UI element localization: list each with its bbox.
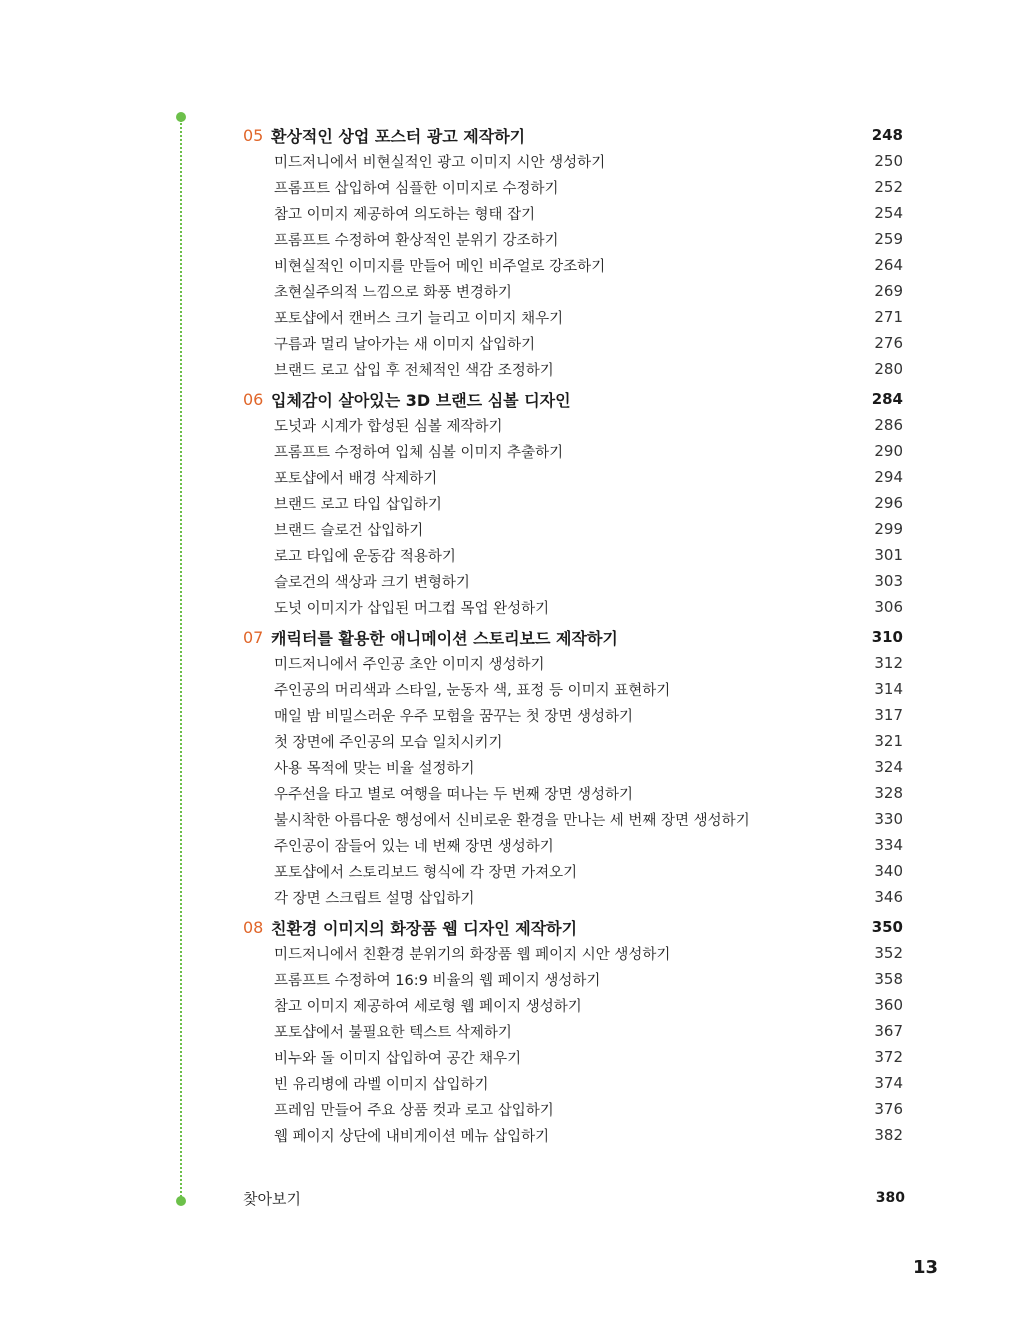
- toc-entry-title: 브랜드 로고 타입 삽입하기: [274, 496, 442, 513]
- toc-entry[interactable]: [243, 330, 903, 356]
- toc-entry[interactable]: [243, 490, 903, 516]
- toc-entry-title: 프롬프트 수정하여 16:9 비율의 웹 페이지 생성하기: [274, 972, 601, 989]
- toc-entry-page: 259: [874, 230, 903, 248]
- toc-entry-title: 포토샵에서 스토리보드 형식에 각 장면 가져오기: [274, 864, 578, 881]
- toc-entry-title: 초현실주의적 느낌으로 화풍 변경하기: [274, 284, 512, 301]
- toc-entry-title: 프롬프트 삽입하여 심플한 이미지로 수정하기: [274, 180, 559, 197]
- chapter-number: 08: [243, 917, 264, 937]
- toc-entry-title: 불시착한 아름다운 행성에서 신비로운 환경을 만나는 세 번째 장면 생성하기: [274, 812, 750, 829]
- toc-entry-title: 도넛 이미지가 삽입된 머그컵 목업 완성하기: [274, 600, 550, 617]
- toc-entry[interactable]: [243, 438, 903, 464]
- toc-entry-page: 299: [874, 520, 903, 538]
- toc-entry-page: 360: [874, 996, 903, 1014]
- toc-entry-title: 매일 밤 비밀스러운 우주 모험을 꿈꾸는 첫 장면 생성하기: [274, 708, 634, 725]
- toc-entry-title: 빈 유리병에 라벨 이미지 삽입하기: [274, 1076, 489, 1093]
- toc-entry-title: 주인공이 잠들어 있는 네 번째 장면 생성하기: [274, 838, 554, 855]
- toc-entry-title: 슬로건의 색상과 크기 변형하기: [274, 574, 470, 591]
- index-page: 380: [875, 1190, 905, 1206]
- toc-entry[interactable]: [243, 412, 903, 438]
- toc-entry-title: 각 장면 스크립트 설명 삽입하기: [274, 890, 475, 907]
- chapter-number: 06: [243, 389, 264, 409]
- toc-entry-page: 321: [874, 732, 903, 750]
- toc-entry-title: 브랜드 슬로건 삽입하기: [274, 522, 424, 539]
- toc-entry-title: 사용 목적에 맞는 비율 설정하기: [274, 760, 475, 777]
- toc-entry-title: 브랜드 로고 삽입 후 전체적인 색감 조정하기: [274, 362, 554, 379]
- chapter-heading[interactable]: [243, 122, 903, 148]
- toc-entry-page: 271: [874, 308, 903, 326]
- toc-entry[interactable]: [243, 728, 903, 754]
- toc-entry-title: 비현실적인 이미지를 만들어 메인 비주얼로 강조하기: [274, 258, 606, 275]
- toc-entry[interactable]: [243, 278, 903, 304]
- toc-entry-title: 웹 페이지 상단에 내비게이션 메뉴 삽입하기: [274, 1128, 550, 1145]
- toc-entry-page: 372: [874, 1048, 903, 1066]
- toc-entry-page: 324: [874, 758, 903, 776]
- toc-entry-page: 294: [874, 468, 903, 486]
- toc-entry-title: 프롬프트 수정하여 입체 심볼 이미지 추출하기: [274, 444, 564, 461]
- toc-entry-page: 286: [874, 416, 903, 434]
- toc-entry[interactable]: [243, 174, 903, 200]
- toc-entry-title: 미드저니에서 비현실적인 광고 이미지 시안 생성하기: [274, 154, 606, 171]
- toc-entry[interactable]: [243, 594, 903, 620]
- toc-entry-title: 포토샵에서 캔버스 크기 늘리고 이미지 채우기: [274, 310, 564, 327]
- toc-entry[interactable]: [243, 356, 903, 382]
- toc-entry[interactable]: [243, 464, 903, 490]
- toc-entry-title: 프레임 만들어 주요 상품 컷과 로고 삽입하기: [274, 1102, 554, 1119]
- chapter-number: 07: [243, 627, 264, 647]
- toc-entry-page: 346: [874, 888, 903, 906]
- toc-entry-page: 314: [874, 680, 903, 698]
- toc-entry-title: 로고 타입에 운동감 적용하기: [274, 548, 456, 565]
- toc-entry-page: 358: [874, 970, 903, 988]
- toc-entry-page: 312: [874, 654, 903, 672]
- toc-entry-page: 330: [874, 810, 903, 828]
- toc-entry-title: 주인공의 머리색과 스타일, 눈동자 색, 표정 등 이미지 표현하기: [274, 682, 671, 699]
- toc-entry-page: 280: [874, 360, 903, 378]
- toc-entry[interactable]: [243, 832, 903, 858]
- toc-entry[interactable]: [243, 226, 903, 252]
- toc-entry-page: 264: [874, 256, 903, 274]
- toc-entry-page: 296: [874, 494, 903, 512]
- chapter-title: 입체감이 살아있는 3D 브랜드 심볼 디자인: [271, 390, 571, 410]
- toc-entry[interactable]: [243, 252, 903, 278]
- toc-entry[interactable]: [243, 200, 903, 226]
- toc-entry[interactable]: [243, 304, 903, 330]
- chapter-heading[interactable]: [243, 914, 903, 940]
- toc-entry-page: 374: [874, 1074, 903, 1092]
- chapter-number: 05: [243, 125, 264, 145]
- chapter-title: 캐릭터를 활용한 애니메이션 스토리보드 제작하기: [271, 628, 618, 648]
- toc-entry[interactable]: [243, 542, 903, 568]
- chapter-page: 248: [871, 126, 903, 144]
- toc-entry[interactable]: [243, 676, 903, 702]
- toc-entry[interactable]: [243, 516, 903, 542]
- chapter-heading[interactable]: [243, 386, 903, 412]
- toc-entry[interactable]: [243, 1122, 903, 1148]
- chapter-title: 친환경 이미지의 화장품 웹 디자인 제작하기: [271, 918, 578, 938]
- chapter-page: 310: [871, 628, 903, 646]
- toc-entry-title: 미드저니에서 주인공 초안 이미지 생성하기: [274, 656, 545, 673]
- toc-entry[interactable]: [243, 858, 903, 884]
- toc-entry[interactable]: [243, 754, 903, 780]
- toc-entry-title: 구름과 멀리 날아가는 새 이미지 삽입하기: [274, 336, 536, 353]
- toc-entry-title: 프롬프트 수정하여 환상적인 분위기 강조하기: [274, 232, 559, 249]
- toc-entry-page: 306: [874, 598, 903, 616]
- toc-entry[interactable]: [243, 568, 903, 594]
- toc-entry-page: 269: [874, 282, 903, 300]
- chapter-heading[interactable]: [243, 624, 903, 650]
- toc-entry-page: 301: [874, 546, 903, 564]
- toc-entry-page: 252: [874, 178, 903, 196]
- toc-entry[interactable]: [243, 780, 903, 806]
- toc-entry-page: 276: [874, 334, 903, 352]
- toc-entry[interactable]: [243, 702, 903, 728]
- rail-bottom-dot: [176, 1196, 186, 1206]
- toc-entry[interactable]: [243, 992, 903, 1018]
- toc-entry-title: 비누와 돌 이미지 삽입하여 공간 채우기: [274, 1050, 522, 1067]
- toc-entry-page: 328: [874, 784, 903, 802]
- toc-entry[interactable]: [243, 1096, 903, 1122]
- toc-entry-title: 포토샵에서 배경 삭제하기: [274, 470, 438, 487]
- toc-entry[interactable]: [243, 148, 903, 174]
- toc-entry-title: 첫 장면에 주인공의 모습 일치시키기: [274, 734, 503, 751]
- toc-entry-title: 우주선을 타고 별로 여행을 떠나는 두 번째 장면 생성하기: [274, 786, 634, 803]
- toc-entry-page: 367: [874, 1022, 903, 1040]
- toc-entry-title: 도넛과 시계가 합성된 심볼 제작하기: [274, 418, 503, 435]
- toc-entry-page: 334: [874, 836, 903, 854]
- toc-entry-title: 참고 이미지 제공하여 의도하는 형태 잡기: [274, 206, 536, 223]
- dotted-rail: [180, 120, 182, 1200]
- toc-entry-title: 미드저니에서 친환경 분위기의 화장품 웹 페이지 시안 생성하기: [274, 946, 671, 963]
- index-entry[interactable]: [243, 1186, 905, 1210]
- chapter-page: 350: [871, 918, 903, 936]
- toc-entry-page: 382: [874, 1126, 903, 1144]
- index-label: 찾아보기: [243, 1189, 301, 1208]
- toc-entry-title: 포토샵에서 불필요한 텍스트 삭제하기: [274, 1024, 512, 1041]
- chapter-page: 284: [871, 390, 903, 408]
- toc-entry-page: 303: [874, 572, 903, 590]
- toc-entry[interactable]: [243, 1070, 903, 1096]
- toc-entry[interactable]: [243, 1018, 903, 1044]
- table-of-contents: [243, 122, 903, 1148]
- toc-entry[interactable]: [243, 650, 903, 676]
- rail-top-dot: [176, 112, 186, 122]
- toc-entry-title: 참고 이미지 제공하여 세로형 웹 페이지 생성하기: [274, 998, 582, 1015]
- toc-entry-page: 376: [874, 1100, 903, 1118]
- toc-entry[interactable]: [243, 966, 903, 992]
- toc-entry-page: 254: [874, 204, 903, 222]
- toc-entry[interactable]: [243, 1044, 903, 1070]
- toc-entry-page: 340: [874, 862, 903, 880]
- toc-entry[interactable]: [243, 940, 903, 966]
- toc-entry-page: 290: [874, 442, 903, 460]
- toc-entry-page: 317: [874, 706, 903, 724]
- toc-entry[interactable]: [243, 806, 903, 832]
- toc-entry-page: 250: [874, 152, 903, 170]
- toc-entry[interactable]: [243, 884, 903, 910]
- toc-entry-page: 352: [874, 944, 903, 962]
- chapter-title: 환상적인 상업 포스터 광고 제작하기: [271, 126, 526, 146]
- page-number: 13: [912, 1257, 938, 1278]
